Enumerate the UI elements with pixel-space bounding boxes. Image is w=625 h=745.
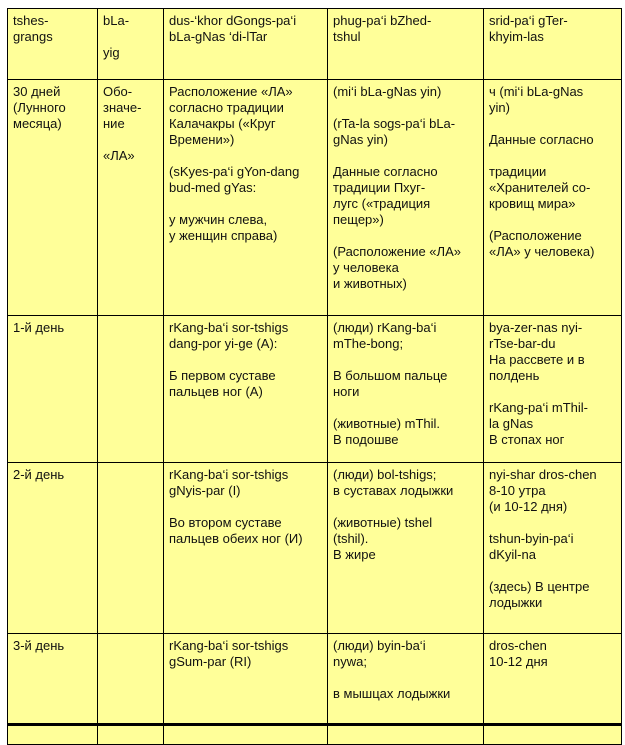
symbol-cell — [98, 725, 164, 745]
cell-paragraph: (mi‘i bLa-gNas yin) — [333, 84, 442, 99]
day-cell — [8, 80, 98, 316]
phugpa-cell — [328, 316, 484, 463]
sridpa-cell — [484, 725, 622, 745]
sridpa-cell — [484, 634, 622, 725]
cell-paragraph: (Расположение «ЛА» у человека) — [489, 228, 595, 259]
cell-paragraph: rKang-ba‘i sor-tshigs gNyis-par (I) — [169, 467, 289, 498]
cell-paragraph: Во втором суставе пальцев обеих ног (И) — [169, 515, 303, 546]
cell-paragraph: dus-‘khor dGongs-pa‘i bLa-gNas ‘di-lTar — [169, 13, 297, 44]
table-row — [8, 316, 622, 463]
cell-paragraph: phug-pa‘i bZhed- tshul — [333, 13, 432, 44]
day-cell — [8, 463, 98, 634]
cell-paragraph: (rTa-la sogs-pa‘i bLa- gNas yin) — [333, 116, 456, 147]
cell-paragraph: rKang-pa‘i mThil- la gNas В стопах ног — [489, 400, 588, 447]
cell-paragraph: (животные) mThil. В подошве — [333, 416, 441, 447]
day-cell — [8, 634, 98, 725]
cell-paragraph: «ЛА» — [103, 148, 135, 163]
cell-paragraph: 1-й день — [13, 320, 65, 335]
kalachakra-cell — [164, 634, 328, 725]
cell-paragraph: В большом пальце ноги — [333, 368, 448, 399]
cell-paragraph: (здесь) В центре лодыжки — [489, 579, 590, 610]
phugpa-cell — [328, 725, 484, 745]
cell-paragraph: bLa- — [103, 13, 130, 28]
cell-paragraph: Обо- значе- ние — [103, 84, 142, 131]
symbol-cell — [98, 9, 164, 80]
lunar-days-table — [7, 8, 622, 745]
cell-paragraph: yig — [103, 45, 120, 60]
cell-paragraph: tshes- grangs — [13, 13, 53, 44]
cell-paragraph: rKang-ba‘i sor-tshigs dang-por yi-ge (A): — [169, 320, 289, 351]
day-cell — [8, 316, 98, 463]
phugpa-cell — [328, 80, 484, 316]
cell-paragraph: традиции «Хранителей со- кровищ мира» — [489, 164, 591, 211]
kalachakra-cell — [164, 316, 328, 463]
cell-paragraph: (животные) tshel (tshil). В жире — [333, 515, 433, 562]
phugpa-cell — [328, 9, 484, 80]
table-row — [8, 634, 622, 725]
cell-paragraph: dros-chen 10-12 дня — [489, 638, 548, 669]
cell-paragraph: в мышцах лодыжки — [333, 686, 451, 701]
table-row — [8, 80, 622, 316]
cell-paragraph: (люди) byin-ba‘i nywa; — [333, 638, 426, 669]
cell-paragraph: (люди) rKang-ba‘i mThe-bong; — [333, 320, 437, 351]
kalachakra-cell — [164, 725, 328, 745]
symbol-cell — [98, 463, 164, 634]
cell-paragraph: nyi-shar dros-chen 8-10 утра (и 10-12 дня) — [489, 467, 597, 514]
symbol-cell — [98, 634, 164, 725]
cell-paragraph: (sKyes-pa‘i gYon-dang bud-med gYas: — [169, 164, 300, 195]
cell-paragraph: у мужчин слева, у женщин справа) — [169, 212, 278, 243]
cell-paragraph: bya-zer-nas nyi- rTse-bar-du На рассвете и в полдень — [489, 320, 585, 383]
cell-paragraph: rKang-ba‘i sor-tshigs gSum-par (RI) — [169, 638, 289, 669]
cell-paragraph: srid-pa‘i gTer- khyim-las — [489, 13, 568, 44]
cell-paragraph: Б первом суставе пальцев ног (A) — [169, 368, 276, 399]
day-cell — [8, 9, 98, 80]
cell-paragraph: Расположение «ЛА» согласно традиции Калачакры («Круг Времени») — [169, 84, 293, 147]
kalachakra-cell — [164, 80, 328, 316]
day-cell — [8, 725, 98, 745]
cell-paragraph: 3-й день — [13, 638, 65, 653]
cell-paragraph: tshun-byin-pa‘i dKyil-na — [489, 531, 574, 562]
cell-paragraph: (Расположение «ЛА» у человека и животных) — [333, 244, 461, 291]
cell-paragraph: ч (mi‘i bLa-gNas yin) — [489, 84, 584, 115]
sridpa-cell — [484, 316, 622, 463]
symbol-cell — [98, 80, 164, 316]
symbol-cell — [98, 316, 164, 463]
kalachakra-cell — [164, 463, 328, 634]
cell-paragraph: Данные согласно традиции Пхуг- лугс («традиция пещер») — [333, 164, 438, 227]
sridpa-cell — [484, 9, 622, 80]
cell-paragraph: (люди) bol-tshigs; в суставах лодыжки — [333, 467, 454, 498]
cell-paragraph: Данные согласно — [489, 132, 594, 147]
table-header-row — [8, 9, 622, 80]
table-row — [8, 725, 622, 745]
kalachakra-cell — [164, 9, 328, 80]
cell-paragraph: 30 дней (Лунного месяца) — [13, 84, 66, 131]
sridpa-cell — [484, 463, 622, 634]
phugpa-cell — [328, 634, 484, 725]
cell-paragraph: 2-й день — [13, 467, 65, 482]
phugpa-cell — [328, 463, 484, 634]
table-row — [8, 463, 622, 634]
sridpa-cell — [484, 80, 622, 316]
